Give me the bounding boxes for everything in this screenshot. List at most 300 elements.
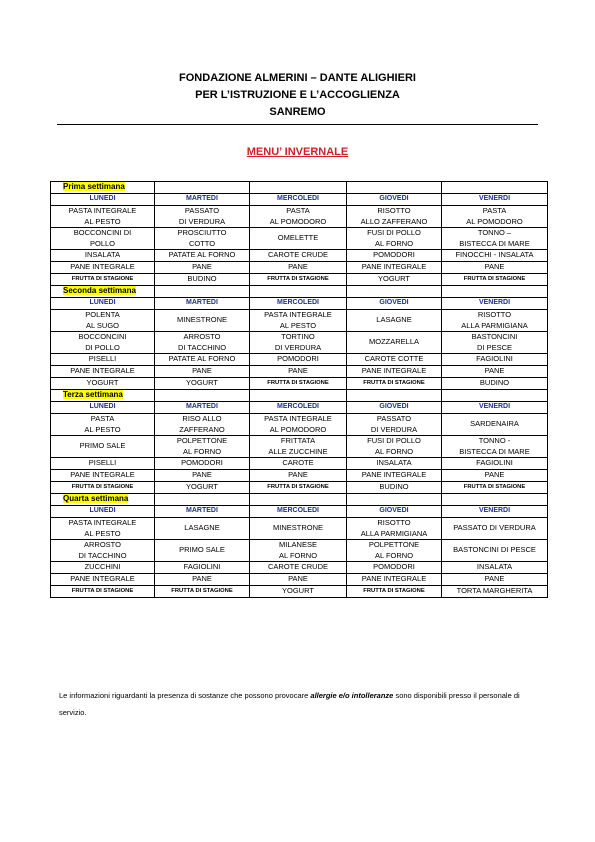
dish-line: TORTINO — [281, 332, 315, 341]
dish-line: BOCCONCINI — [78, 332, 127, 341]
dish-line: BOCCONCINI DI — [73, 228, 132, 237]
menu-cell — [250, 414, 347, 436]
menu-cell — [347, 228, 442, 250]
dish-line: FINOCCHI - INSALATA — [455, 250, 534, 260]
menu-cell — [347, 310, 442, 332]
menu-cell — [51, 274, 155, 286]
menu-cell — [442, 574, 548, 586]
week-label — [51, 494, 155, 506]
header-line-3: SANREMO — [269, 106, 326, 118]
empty-cell — [250, 286, 347, 298]
table-row — [51, 332, 548, 354]
dish-line: BISTECCA DI MARE — [459, 446, 530, 456]
menu-cell — [442, 262, 548, 274]
menu-cell — [250, 436, 347, 458]
menu-cell — [442, 366, 548, 378]
menu-cell — [442, 332, 548, 354]
dish-line: PASSATO DI VERDURA — [453, 523, 536, 533]
dish-line: PANE INTEGRALE — [361, 470, 427, 480]
menu-cell — [347, 332, 442, 354]
empty-cell — [155, 390, 250, 402]
dish-line: ARROSTO — [183, 332, 221, 341]
dish-line: POMODORI — [277, 354, 319, 364]
menu-cell — [250, 228, 347, 250]
dish-line: POLPETTONE — [368, 540, 420, 549]
menu-cell — [250, 332, 347, 354]
note-emphasis: allergie e/o intolleranze — [310, 691, 394, 700]
dish-line: AL POMODORO — [269, 216, 327, 226]
day-header: MERCOLEDI — [250, 506, 347, 518]
dish-line: AL PESTO — [84, 216, 121, 226]
dish-line: DI PESCE — [476, 342, 512, 352]
dish-line: ZUCCHINI — [84, 562, 121, 572]
dish-line: YOGURT — [282, 586, 314, 596]
dish-line: MOZZARELLA — [368, 337, 419, 347]
day-header: LUNEDI — [51, 298, 155, 310]
dish-line: AL POMODORO — [269, 424, 327, 434]
menu-cell — [155, 262, 250, 274]
dish-line: FRUTTA DI STAGIONE — [463, 276, 526, 283]
dish-line: CAROTE — [282, 458, 314, 468]
day-header-row — [51, 298, 548, 310]
dish-line: FAGIOLINI — [476, 354, 513, 364]
dish-line: MINESTRONE — [272, 523, 323, 533]
dish-line: INSALATA — [376, 458, 412, 468]
dish-line: PANE — [288, 366, 308, 376]
dish-line: PATATE AL FORNO — [168, 250, 236, 260]
menu-cell — [51, 482, 155, 494]
menu-cell — [51, 378, 155, 390]
table-row — [51, 518, 548, 540]
week-label — [51, 390, 155, 402]
menu-cell — [442, 274, 548, 286]
dish-line: COTTO — [188, 238, 216, 248]
empty-cell — [250, 182, 347, 194]
dish-line: AL PESTO — [84, 424, 121, 434]
menu-cell — [442, 562, 548, 574]
menu-cell — [51, 366, 155, 378]
dish-line: PANE INTEGRALE — [70, 262, 135, 272]
menu-cell — [155, 206, 250, 228]
menu-cell — [347, 378, 442, 390]
dish-line: DI TACCHINO — [177, 342, 227, 352]
menu-cell — [51, 250, 155, 262]
menu-cell — [442, 540, 548, 562]
menu-cell — [250, 262, 347, 274]
menu-cell — [51, 458, 155, 470]
day-header: MARTEDI — [155, 402, 250, 414]
table-row — [51, 482, 548, 494]
menu-cell — [442, 206, 548, 228]
menu-cell — [155, 414, 250, 436]
dish-line: PANE INTEGRALE — [361, 262, 427, 272]
dish-line: MILANESE — [279, 540, 317, 549]
menu-cell — [442, 482, 548, 494]
dish-line: AL FORNO — [374, 238, 414, 248]
menu-cell — [347, 540, 442, 562]
menu-cell — [155, 310, 250, 332]
empty-cell — [347, 182, 442, 194]
note-text-before: Le informazioni riguardanti la presenza di sostanze che possono provocare — [59, 691, 311, 700]
dish-line: PASTA INTEGRALE — [264, 310, 332, 319]
dish-line: PANE — [288, 470, 308, 480]
dish-line: ALLA PARMIGIANA — [461, 320, 528, 330]
dish-line: FRUTTA DI STAGIONE — [267, 484, 329, 491]
menu-cell — [155, 470, 250, 482]
menu-cell — [51, 518, 155, 540]
dish-line: SARDENAIRA — [470, 419, 519, 429]
dish-line: FRUTTA DI STAGIONE — [171, 588, 233, 595]
empty-cell — [347, 390, 442, 402]
dish-line: ZAFFERANO — [179, 424, 225, 434]
menu-cell — [442, 250, 548, 262]
empty-cell — [347, 494, 442, 506]
day-header-row — [51, 194, 548, 206]
week-label-text: Seconda settimana — [63, 286, 136, 296]
day-header: MARTEDI — [155, 506, 250, 518]
menu-cell — [155, 586, 250, 598]
dish-line: ARROSTO — [84, 540, 121, 549]
dish-line: PATATE AL FORNO — [168, 354, 236, 364]
dish-line: AL FORNO — [182, 446, 222, 456]
dish-line: RISOTTO — [377, 518, 411, 527]
empty-cell — [442, 494, 548, 506]
menu-cell — [250, 250, 347, 262]
week-label-row — [51, 182, 548, 194]
dish-line: PASTA INTEGRALE — [68, 206, 137, 215]
week-label-text: Quarta settimana — [63, 494, 129, 504]
menu-cell — [51, 470, 155, 482]
dish-line: DI VERDURA — [178, 216, 226, 226]
day-header: VENERDI — [442, 506, 548, 518]
dish-line: PASSATO — [184, 206, 220, 215]
dish-line: FRUTTA DI STAGIONE — [363, 380, 425, 387]
menu-cell — [347, 586, 442, 598]
menu-cell — [442, 458, 548, 470]
day-header: VENERDI — [442, 298, 548, 310]
dish-line: TONNO - — [478, 436, 511, 445]
menu-cell — [442, 354, 548, 366]
menu-title: MENU’ INVERNALE — [246, 146, 349, 158]
dish-line: PANE — [484, 574, 505, 584]
menu-cell — [51, 310, 155, 332]
menu-cell — [155, 274, 250, 286]
menu-cell — [442, 310, 548, 332]
day-header: MARTEDI — [155, 298, 250, 310]
dish-line: YOGURT — [186, 378, 218, 388]
dish-line: INSALATA — [84, 250, 121, 260]
dish-line: RISOTTO — [377, 206, 411, 215]
day-header: MERCOLEDI — [250, 194, 347, 206]
menu-cell — [51, 262, 155, 274]
menu-cell — [442, 436, 548, 458]
dish-line: OMELETTE — [277, 233, 319, 243]
menu-cell — [155, 458, 250, 470]
dish-line: PASTA INTEGRALE — [68, 518, 137, 527]
table-row — [51, 540, 548, 562]
menu-cell — [347, 470, 442, 482]
empty-cell — [442, 390, 548, 402]
menu-cell — [250, 274, 347, 286]
menu-cell — [347, 518, 442, 540]
dish-line: DI VERDURA — [370, 424, 418, 434]
menu-cell — [250, 574, 347, 586]
empty-cell — [250, 390, 347, 402]
table-row — [51, 414, 548, 436]
menu-cell — [155, 228, 250, 250]
dish-line: RISOTTO — [477, 310, 512, 319]
dish-line: POMODORI — [373, 562, 415, 572]
day-header: LUNEDI — [51, 194, 155, 206]
week-label — [51, 286, 155, 298]
menu-cell — [155, 518, 250, 540]
table-row — [51, 562, 548, 574]
menu-cell — [51, 228, 155, 250]
menu-cell — [442, 586, 548, 598]
institution-header — [0, 70, 595, 121]
menu-cell — [347, 482, 442, 494]
dish-line: PISELLI — [88, 354, 117, 364]
dish-line: FRUTTA DI STAGIONE — [71, 276, 134, 283]
menu-cell — [51, 436, 155, 458]
dish-line: YOGURT — [86, 378, 119, 388]
table-row — [51, 470, 548, 482]
table-row — [51, 378, 548, 390]
header-line-2: PER L’ISTRUZIONE E L’ACCOGLIENZA — [195, 89, 400, 101]
dish-line: BUDINO — [379, 482, 409, 492]
dish-line: PANE — [288, 262, 308, 272]
table-row — [51, 274, 548, 286]
dish-line: BASTONCINI DI PESCE — [453, 545, 536, 555]
menu-cell — [155, 332, 250, 354]
menu-cell — [51, 354, 155, 366]
empty-cell — [442, 182, 548, 194]
dish-line: PROSCIUTTO — [177, 228, 227, 237]
menu-cell — [51, 574, 155, 586]
dish-line: BUDINO — [479, 378, 510, 388]
dish-line: PANE — [484, 470, 505, 480]
dish-line: YOGURT — [186, 482, 218, 492]
day-header: GIOVEDI — [347, 194, 442, 206]
table-row — [51, 228, 548, 250]
menu-cell — [250, 470, 347, 482]
dish-line: FRUTTA DI STAGIONE — [71, 588, 134, 595]
dish-line: FRITTATA — [280, 436, 316, 445]
table-row — [51, 574, 548, 586]
dish-line: MINESTRONE — [176, 315, 227, 325]
table-row — [51, 436, 548, 458]
menu-cell — [442, 470, 548, 482]
dish-line: PASTA INTEGRALE — [264, 414, 332, 423]
dish-line: AL FORNO — [374, 550, 414, 560]
dish-line: PRIMO SALE — [79, 441, 126, 451]
dish-line: FRUTTA DI STAGIONE — [267, 380, 329, 387]
dish-line: TORTA MARGHERITA — [456, 586, 533, 596]
dish-line: FAGIOLINI — [183, 562, 221, 572]
menu-cell — [250, 518, 347, 540]
week-label-text: Terza settimana — [63, 390, 123, 400]
dish-line: AL FORNO — [278, 550, 318, 560]
menu-cell — [347, 366, 442, 378]
dish-line: PANE — [192, 574, 212, 584]
header-line-1: FONDAZIONE ALMERINI – DANTE ALIGHIERI — [179, 72, 416, 84]
menu-cell — [347, 414, 442, 436]
menu-cell — [347, 262, 442, 274]
menu-cell — [250, 458, 347, 470]
menu-cell — [442, 378, 548, 390]
dish-line: PRIMO SALE — [179, 545, 225, 555]
dish-line: POMODORI — [373, 250, 415, 260]
note-text-after: sono disponibili presso il personale di servizio. — [59, 691, 520, 717]
day-header-row — [51, 506, 548, 518]
dish-line: YOGURT — [378, 274, 410, 284]
menu-table — [50, 181, 548, 598]
empty-cell — [155, 182, 250, 194]
dish-line: PANE INTEGRALE — [361, 574, 427, 584]
dish-line: PANE INTEGRALE — [70, 470, 135, 480]
empty-cell — [155, 494, 250, 506]
menu-cell — [347, 354, 442, 366]
dish-line: POLLO — [89, 238, 115, 248]
empty-cell — [442, 286, 548, 298]
dish-line: PASTA — [90, 414, 115, 423]
dish-line: AL PESTO — [84, 528, 121, 538]
menu-cell — [347, 250, 442, 262]
menu-cell — [51, 332, 155, 354]
menu-cell — [347, 206, 442, 228]
dish-line: POMODORI — [181, 458, 223, 468]
dish-line: BUDINO — [187, 274, 217, 284]
dish-line: FRUTTA DI STAGIONE — [71, 484, 134, 491]
dish-line: DI POLLO — [85, 342, 120, 352]
menu-cell — [250, 366, 347, 378]
dish-line: POLENTA — [85, 310, 120, 319]
dish-line: PANE — [484, 366, 505, 376]
dish-line: DI VERDURA — [274, 342, 322, 352]
dish-line: BASTONCINI — [471, 332, 518, 341]
table-row — [51, 586, 548, 598]
allergen-note — [59, 687, 549, 721]
menu-cell — [442, 414, 548, 436]
table-row — [51, 310, 548, 332]
menu-cell — [155, 540, 250, 562]
empty-cell — [347, 286, 442, 298]
dish-line: POLPETTONE — [176, 436, 228, 445]
dish-line: FUSI DI POLLO — [367, 436, 421, 445]
table-row — [51, 206, 548, 228]
menu-cell — [250, 354, 347, 366]
week-label-row — [51, 494, 548, 506]
dish-line: CAROTE COTTE — [364, 354, 424, 364]
menu-cell — [51, 206, 155, 228]
menu-cell — [347, 574, 442, 586]
menu-cell — [51, 540, 155, 562]
day-header: GIOVEDI — [347, 298, 442, 310]
day-header: LUNEDI — [51, 402, 155, 414]
dish-line: AL SUGO — [85, 320, 120, 330]
day-header: VENERDI — [442, 402, 548, 414]
menu-cell — [250, 540, 347, 562]
dish-line: CAROTE CRUDE — [267, 562, 328, 572]
day-header: VENERDI — [442, 194, 548, 206]
dish-line: PANE INTEGRALE — [70, 574, 135, 584]
menu-cell — [155, 574, 250, 586]
dish-line: AL POMODORO — [466, 216, 523, 226]
menu-cell — [155, 250, 250, 262]
header-divider — [57, 124, 538, 125]
menu-cell — [250, 586, 347, 598]
dish-line: LASAGNE — [376, 315, 412, 325]
day-header: MERCOLEDI — [250, 298, 347, 310]
table-row — [51, 354, 548, 366]
menu-cell — [155, 378, 250, 390]
dish-line: FRUTTA DI STAGIONE — [463, 484, 526, 491]
week-label — [51, 182, 155, 194]
day-header: GIOVEDI — [347, 402, 442, 414]
dish-line: INSALATA — [476, 562, 513, 572]
dish-line: PANE — [192, 366, 212, 376]
dish-line: FAGIOLINI — [476, 458, 513, 468]
dish-line: PASTA — [482, 206, 507, 215]
dish-line: PANE INTEGRALE — [361, 366, 427, 376]
menu-cell — [155, 482, 250, 494]
menu-cell — [51, 414, 155, 436]
dish-line: FRUTTA DI STAGIONE — [363, 588, 425, 595]
day-header: GIOVEDI — [347, 506, 442, 518]
menu-cell — [250, 378, 347, 390]
week-label-text: Prima settimana — [63, 182, 125, 192]
empty-cell — [155, 286, 250, 298]
dish-line: CAROTE CRUDE — [267, 250, 328, 260]
week-label-row — [51, 286, 548, 298]
menu-cell — [250, 562, 347, 574]
menu-cell — [155, 436, 250, 458]
day-header-row — [51, 402, 548, 414]
dish-line: ALLO ZAFFERANO — [360, 216, 428, 226]
menu-cell — [347, 562, 442, 574]
dish-line: PASTA — [286, 206, 310, 215]
empty-cell — [250, 494, 347, 506]
menu-cell — [347, 274, 442, 286]
dish-line: FUSI DI POLLO — [367, 228, 421, 237]
dish-line: FRUTTA DI STAGIONE — [267, 276, 329, 283]
dish-line: PANE — [192, 262, 212, 272]
menu-cell — [347, 458, 442, 470]
menu-cell — [250, 482, 347, 494]
dish-line: BISTECCA DI MARE — [459, 238, 530, 248]
day-header: LUNEDI — [51, 506, 155, 518]
table-row — [51, 458, 548, 470]
table-row — [51, 366, 548, 378]
week-label-row — [51, 390, 548, 402]
menu-cell — [51, 586, 155, 598]
menu-cell — [347, 436, 442, 458]
dish-line: PANE — [192, 470, 212, 480]
dish-line: LASAGNE — [184, 523, 220, 533]
menu-cell — [250, 206, 347, 228]
dish-line: PISELLI — [88, 458, 117, 468]
dish-line: RISO ALLO — [182, 414, 222, 423]
dish-line: PASSATO — [376, 414, 412, 423]
dish-line: AL PESTO — [279, 320, 317, 330]
menu-cell — [155, 562, 250, 574]
dish-line: PANE — [288, 574, 308, 584]
menu-cell — [250, 310, 347, 332]
day-header: MARTEDI — [155, 194, 250, 206]
menu-cell — [442, 228, 548, 250]
dish-line: AL FORNO — [374, 446, 414, 456]
dish-line: PANE INTEGRALE — [70, 366, 135, 376]
